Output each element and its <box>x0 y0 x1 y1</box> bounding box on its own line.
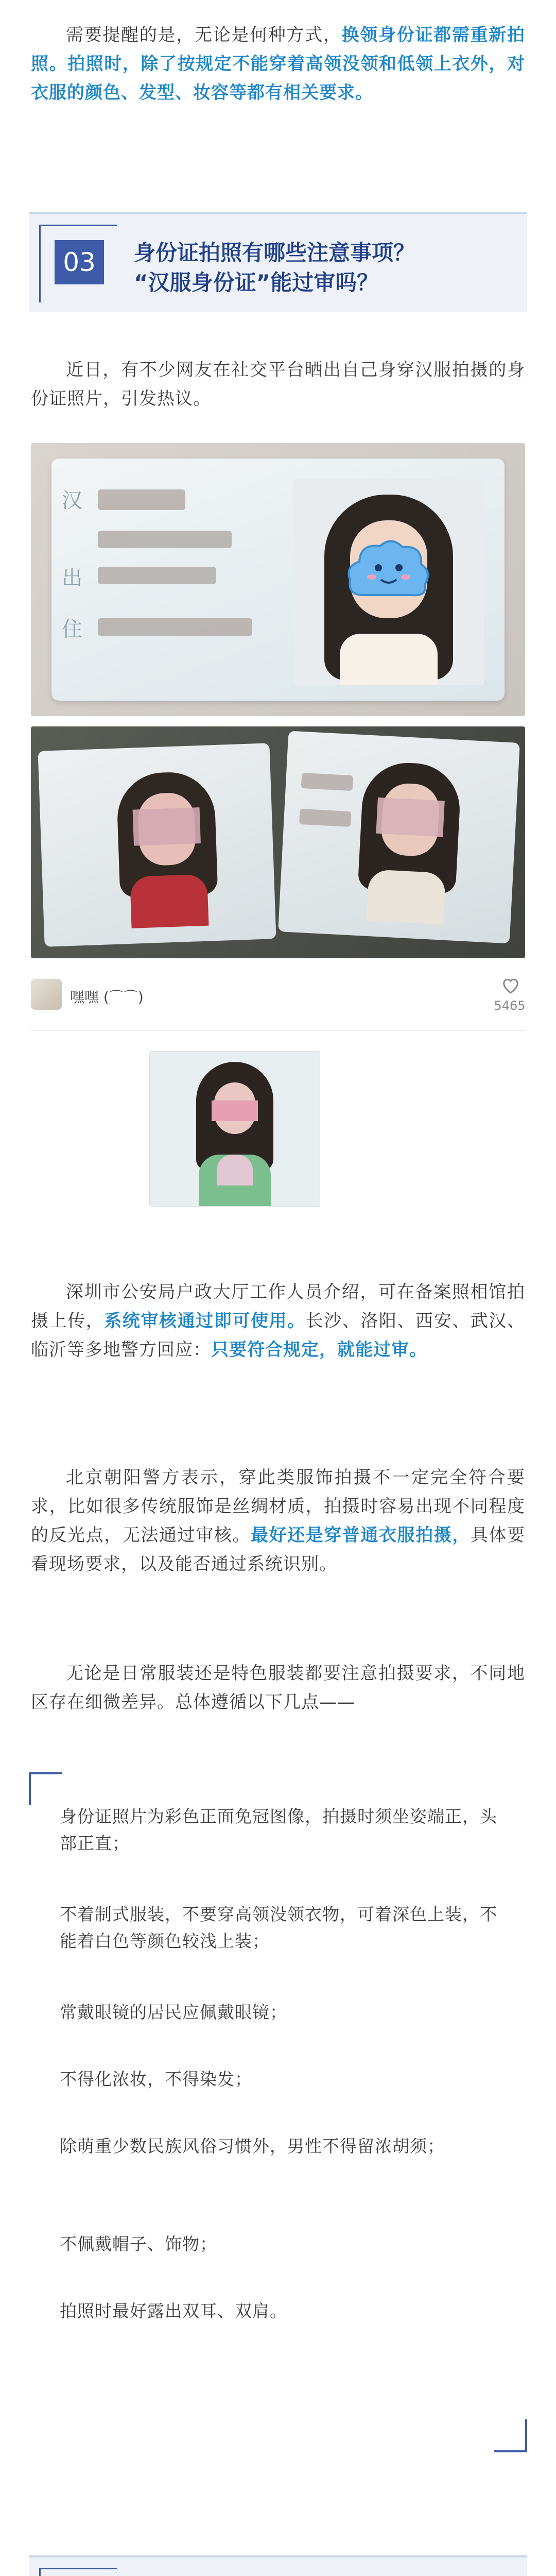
intro-paragraph: 需要提醒的是，无论是何种方式，换领身份证都需重新拍照。拍照时，除了按规定不能穿着高领没领和低领上衣外，对衣服的颜色、发型、妆容等都有相关要求。 <box>31 25 525 103</box>
general-paragraph: 无论是日常服装还是特色服装都要注意拍摄要求，不同地区存在细微差异。总体遵循以下几点—— <box>31 1663 525 1713</box>
recent-paragraph: 近日，有不少网友在社交平台晒出自己身穿汉服拍摄的身份证照片，引发热议。 <box>31 360 525 409</box>
shenzhen-paragraph: 深圳市公安局户政大厅工作人员介绍，可在备案照相馆拍摄上传，系统审核通过即可使用。长沙、洛阳、西安、武汉、临沂等多地警方回应：只要符合规定，就能过审。 <box>31 1282 526 1360</box>
id-card-left <box>38 743 276 946</box>
username[interactable]: 嘿嘿 (⌒⌒) <box>70 989 144 1006</box>
inner-collar-shape <box>217 1155 253 1185</box>
cloud-emoji-sticker <box>345 536 432 603</box>
mosaic-blur <box>212 1100 258 1121</box>
blurred-field <box>98 567 216 584</box>
blurred-field <box>98 489 185 510</box>
rule-item: 不佩戴帽子、饰物； <box>60 2234 217 2254</box>
social-post <box>31 969 525 1031</box>
rule-item: 拍照时最好露出双耳、双肩。 <box>60 2301 287 2321</box>
mosaic-blur <box>376 798 444 837</box>
id-card-right <box>278 731 520 943</box>
rules-box <box>29 1772 527 2452</box>
hanfu-portrait-thumbnail[interactable] <box>149 1051 320 1207</box>
like-count: 5465 <box>494 998 526 1013</box>
beijing-paragraph: 北京朝阳警方表示，穿此类服饰拍摄不一定完全符合要求，比如很多传统服饰是丝绸材质，拍摄时容易出现不同程度的反光点，无法通过审核。最好还是穿普通衣服拍摄，具体要看现场要求，以及能否通过系统识别。 <box>31 1467 526 1574</box>
card-label-birth: 出 <box>62 566 82 590</box>
box-corner <box>29 1772 62 1805</box>
card-label-address: 住 <box>62 618 82 641</box>
mosaic-blur <box>133 807 201 845</box>
section-title: 身份证拍照有哪些注意事项？ “汉服身份证”能过审吗？ <box>134 240 415 295</box>
section-number: 03 <box>55 240 104 284</box>
portrait <box>293 479 484 685</box>
rule-item: 身份证照片为彩色正面免冠图像，拍摄时须坐姿端正，头部正直； <box>60 1806 497 1853</box>
blurred-field <box>98 618 252 636</box>
rule-item: 除萌重少数民族风俗习惯外，男性不得留浓胡须； <box>60 2136 445 2156</box>
blurred-field <box>299 809 351 827</box>
header-bracket-decoration <box>39 2568 117 2576</box>
hanfu-collar-shape <box>366 869 446 925</box>
blurred-field <box>301 773 353 791</box>
two-id-cards-photo <box>31 726 525 958</box>
blurred-field <box>98 531 232 548</box>
heart-icon[interactable] <box>500 975 521 995</box>
section-03-header <box>29 212 527 312</box>
hanfu-collar-shape <box>130 874 208 928</box>
rule-item: 常戴眼镜的居民应佩戴眼镜； <box>60 2002 287 2022</box>
id-card-photo <box>31 443 525 716</box>
section-04-header <box>29 2555 527 2576</box>
rule-item: 不着制式服装，不要穿高领没领衣物，可着深色上装，不能着白色等颜色较浅上装； <box>60 1904 497 1951</box>
rule-item: 不得化浓妆，不得染发； <box>60 2069 252 2089</box>
avatar[interactable] <box>31 979 62 1010</box>
id-card <box>51 459 505 701</box>
collar-shape <box>340 634 438 685</box>
box-corner <box>494 2419 527 2452</box>
card-label-surname: 汉 <box>62 489 82 513</box>
